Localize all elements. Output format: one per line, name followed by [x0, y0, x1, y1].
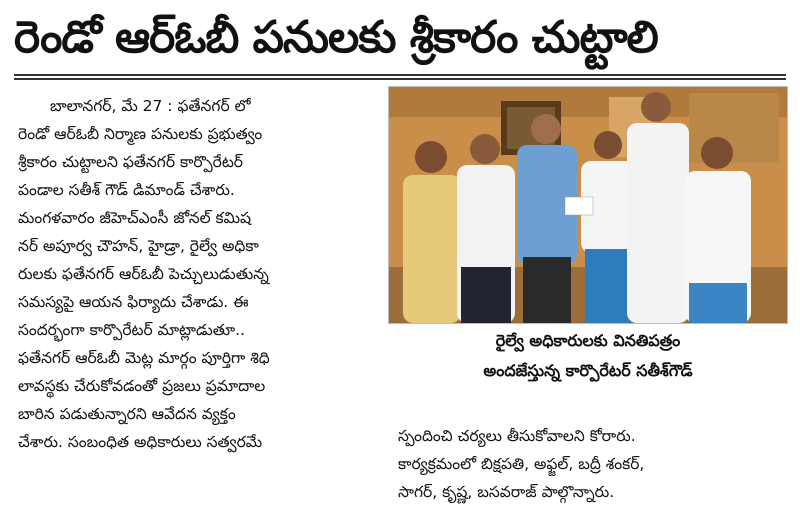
body-line: కార్యక్రమంలో బిక్షపతి, అఫ్జల్, బద్రీ శంకర్,	[398, 455, 645, 473]
body-line: రెండో ఆర్ఓబీ నిర్మాణ పనులకు ప్రభుత్వం	[18, 125, 263, 143]
body-line: సమస్యపై ఆయన ఫిర్యాదు చేశాడు. ఈ	[18, 293, 249, 311]
caption-line: రైల్వే అధికారులకు వినతిపత్రం	[495, 331, 681, 350]
body-line: శ్రీకారం చుట్టాలని ఫతేనగర్ కార్పొరేటర్	[18, 153, 243, 171]
body-line: సాగర్, కృష్ణ, బసవరాజ్ పాల్గొన్నారు.	[398, 483, 615, 501]
headline: రెండో ఆర్ఓబీ పనులకు శ్రీకారం చుట్టాలి	[14, 12, 658, 63]
body-line: స్పందించి చర్యలు తీసుకోవాలని కోరారు.	[398, 427, 636, 445]
headline-rule-bottom	[14, 78, 786, 80]
headline-rule-top	[14, 74, 786, 76]
body-line: మంగళవారం జీహెచ్ఎంసీ జోనల్ కమిష	[18, 209, 252, 227]
body-line: ఫతేనగర్ ఆర్ఓబీ మెట్ల మార్గం పూర్తిగా శిధి	[18, 349, 270, 367]
news-photo	[388, 86, 788, 324]
body-line: రులకు ఫతేనగర్ ఆర్ఓబీ పెచ్చులుడుతున్న	[18, 265, 269, 283]
article-body-left	[18, 92, 398, 456]
photo-illustration	[389, 87, 787, 323]
body-line: చేశారు. సంబంధిత అధికారులు సత్వరమే	[18, 433, 263, 451]
body-line: నర్ అపూర్వ చౌహన్, హైడ్రా, రైల్వే అధికా	[18, 237, 259, 255]
photo-caption	[398, 326, 778, 386]
article-body-right	[398, 422, 786, 506]
caption-line: అందజేస్తున్న కార్పొరేటర్ సతీశ్‌గౌడ్	[483, 361, 693, 380]
body-line: లావస్థకు చేరుకోవడంతో ప్రజలు ప్రమాదాల	[18, 377, 266, 395]
body-line: బాలానగర్, మే 27 : ఫతేనగర్ లో	[50, 97, 251, 115]
body-line: పండాల సతీశ్ గౌడ్ డిమాండ్ చేశారు.	[18, 181, 235, 199]
body-line: బారిన పడుతున్నారని ఆవేదన వ్యక్తం	[18, 405, 236, 423]
body-line: సందర్భంగా కార్పొరేటర్ మాట్లాడుతూ..	[18, 321, 246, 339]
